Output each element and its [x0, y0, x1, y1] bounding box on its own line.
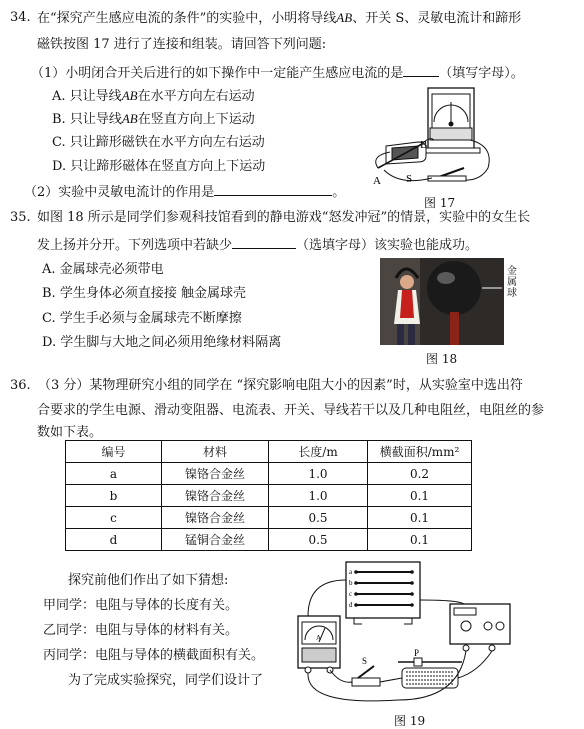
- table-cell: 0.1: [368, 529, 472, 551]
- option-letter: D.: [52, 159, 67, 174]
- q34-option-c[interactable]: [52, 135, 265, 151]
- table-cell: 1.0: [269, 463, 368, 485]
- q34-stem-ab: AB: [336, 10, 353, 25]
- q35-option-d[interactable]: [42, 335, 281, 351]
- q34-part2-end: 。: [332, 185, 346, 200]
- table-header-cell: 编号: [66, 441, 162, 463]
- table-cell: 0.5: [269, 529, 368, 551]
- q35-option-a[interactable]: [42, 262, 164, 278]
- q36-guess-yi: 乙同学：电阻与导体的材料有关。: [43, 623, 239, 638]
- table-cell: a: [66, 463, 162, 485]
- table-header-cell: 材料: [162, 441, 269, 463]
- table-cell: 镍铬合金丝: [162, 507, 269, 529]
- table-row: [66, 529, 472, 551]
- table-cell: 0.1: [368, 507, 472, 529]
- table-header-cell: 长度/m: [269, 441, 368, 463]
- q36-stem-line3: 数如下表。: [37, 425, 103, 440]
- figure-17-caption: 图 17: [424, 196, 456, 210]
- table-cell: 镍铬合金丝: [162, 463, 269, 485]
- option-letter: C.: [52, 135, 66, 150]
- q34-part2-text: （2）实验中灵敏电流计的作用是: [24, 185, 215, 200]
- q34-part2-blank[interactable]: [214, 182, 332, 196]
- table-row: [66, 485, 472, 507]
- q36-guess-jia: 甲同学：电阻与导体的长度有关。: [43, 598, 239, 613]
- q36-stem-line2: 合要求的学生电源、滑动变阻器、电流表、开关、导线若干以及几种电阻丝，电阻丝的参: [37, 403, 545, 418]
- switch-label: S: [362, 656, 368, 666]
- q34-part1-text: （1）小明闭合开关后进行的如下操作中一定能产生感应电流的是: [31, 66, 404, 81]
- q34-stem-line2: 磁铁按图 17 进行了连接和组装。请回答下列问题:: [37, 37, 327, 52]
- q34-option-a[interactable]: [52, 88, 255, 105]
- resistance-wire-table: [65, 440, 472, 551]
- option-letter: A.: [42, 262, 56, 277]
- q36-stem-line1: （3 分）某物理研究小组的同学在 “探究影响电阻大小的因素”时，从实验室中选出符: [38, 378, 523, 393]
- board-label-a: a: [349, 568, 353, 576]
- q34-part1-end: （填写字母）。: [439, 66, 524, 81]
- board-label-b: b: [349, 579, 353, 587]
- q36-last-line: 为了完成实验探究，同学们设计了: [68, 673, 264, 688]
- option-text: 只让蹄形磁铁在水平方向左右运动: [69, 135, 265, 150]
- q34-part2: [24, 182, 345, 201]
- option-ab: AB: [121, 88, 138, 103]
- figure-17-label-a: A: [373, 175, 381, 187]
- q35-stem-line1: 如图 18 所示是同学们参观科技馆看到的静电游戏“怒发冲冠”的情景，实验中的女生长: [37, 210, 531, 225]
- option-letter: A.: [52, 89, 66, 104]
- figure-18-photo: [380, 258, 504, 345]
- table-cell: 锰铜合金丝: [162, 529, 269, 551]
- table-row: [66, 507, 472, 529]
- q36-guess-bing: 丙同学：电阻与导体的横截面积有关。: [43, 648, 265, 663]
- q34-number: 34.: [10, 10, 31, 25]
- table-cell: 镍铬合金丝: [162, 485, 269, 507]
- rheostat-label: P: [414, 648, 420, 658]
- table-cell: b: [66, 485, 162, 507]
- board-label-c: c: [349, 590, 353, 598]
- q34-part1: [31, 63, 524, 82]
- q35-stem-line2-text: 发上扬并分开。下列选项中若缺少: [37, 238, 233, 253]
- option-text: 学生手必须与金属球壳不断摩擦: [59, 311, 242, 326]
- option-letter: C.: [42, 311, 56, 326]
- q34-option-d[interactable]: [52, 159, 265, 175]
- option-letter: D.: [42, 335, 57, 350]
- q35-blank[interactable]: [232, 235, 296, 249]
- q34-stem-line1: [37, 10, 521, 27]
- table-cell: d: [66, 529, 162, 551]
- q34-stem-part2: 、开关 S、灵敏电流计和蹄形: [352, 11, 522, 26]
- table-cell: c: [66, 507, 162, 529]
- q36-guess-intro: 探究前他们作出了如下猜想:: [68, 573, 229, 588]
- q34-stem-part1: 在“探究产生感应电流的条件”的实验中，小明将导线: [37, 11, 337, 26]
- figure-19-circuit: [288, 560, 528, 708]
- q35-option-b[interactable]: [42, 286, 246, 302]
- q35-stem-line2: [37, 235, 478, 254]
- table-header-cell: 横截面积/mm²: [368, 441, 472, 463]
- option-text-pre: 只让导线: [69, 112, 122, 127]
- option-letter: B.: [52, 112, 66, 127]
- q35-stem-line2-end: （选填字母）该实验也能成功。: [296, 238, 479, 253]
- table-header-row: [66, 441, 472, 463]
- figure-18-label-metal-ball: 金属球: [507, 266, 517, 299]
- option-text: 金属球壳必须带电: [59, 262, 164, 277]
- figure-17-label-s: S: [406, 173, 413, 185]
- q35-option-c[interactable]: [42, 311, 242, 327]
- figure-17-label-b: B: [420, 139, 428, 151]
- option-text: 只让蹄形磁体在竖直方向上下运动: [70, 159, 266, 174]
- ammeter-label: A: [316, 634, 322, 642]
- figure-19-caption: 图 19: [394, 714, 426, 728]
- option-ab: AB: [121, 111, 138, 126]
- table-cell: 0.2: [368, 463, 472, 485]
- q34-option-b[interactable]: [52, 111, 255, 128]
- option-text-post: 在水平方向左右运动: [137, 89, 255, 104]
- q34-part1-blank[interactable]: [403, 63, 439, 77]
- table-cell: 0.5: [269, 507, 368, 529]
- q36-number: 36.: [10, 378, 31, 393]
- board-label-d: d: [349, 601, 353, 609]
- option-text-post: 在竖直方向上下运动: [137, 112, 255, 127]
- table-row: [66, 463, 472, 485]
- option-text-pre: 只让导线: [69, 89, 122, 104]
- option-text: 学生身体必须直接接 触金属球壳: [59, 286, 246, 301]
- option-letter: B.: [42, 286, 56, 301]
- q35-number: 35.: [10, 210, 31, 225]
- figure-18-caption: 图 18: [426, 352, 458, 366]
- option-text: 学生脚与大地之间必须用绝缘材料隔离: [60, 335, 282, 350]
- table-cell: 0.1: [368, 485, 472, 507]
- figure-17-diagram: [370, 82, 500, 190]
- table-cell: 1.0: [269, 485, 368, 507]
